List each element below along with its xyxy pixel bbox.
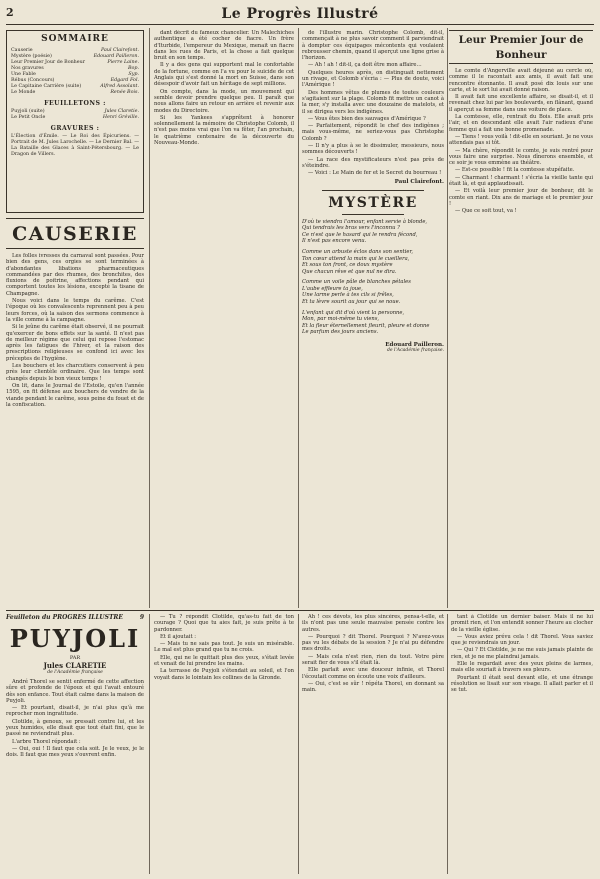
- paragraph: — Charmant ! charmant ! s'écria la vieille tante qui était là, et qui applaudissait.: [449, 174, 593, 188]
- paragraph: de l'illustre marin. Christophe Colomb, dit-il, commençait à ne plus savoir comment il parviendrait à dompter ces équipages mécontents qui voulaient rebrousser chemin, quand il aperçut une ligne grise à l'horizon.: [302, 30, 444, 62]
- feuilleton-par: PAR: [69, 655, 81, 661]
- paragraph: Si le jeûne du carême était observé, il ne pourrait qu'exercer de bons effets sur la santé. Il n'est pas de meilleur régime que celui qui repose l'estomac après les fatigues de l'hiver, et la raison des prescriptions religieuses se confond ici avec les préceptes de l'hygiène.: [6, 324, 144, 362]
- paragraph: On compte, dans la mode, un mouvement qui semble devoir prendre quelque peu. Il paraît que nous allons faire un retour en arrière et revenir aux modes du Directoire.: [154, 88, 294, 114]
- paragraph: Ah ! ces dévots, les plus sincères, pensa-t-elle, et ils n'ont pas une seule mauvaise pensée contre les autres.: [302, 614, 444, 633]
- sommaire-row-title: Rébus (Concours): [11, 78, 55, 83]
- causerie-text: [6, 253, 144, 408]
- mystere-poem: [302, 219, 444, 341]
- sommaire-list: [11, 48, 139, 96]
- sommaire-row-title: Mystère (poésie): [11, 54, 52, 59]
- paragraph: Des hommes vêtus de plumes de toutes couleurs s'agitaient sur la plage. Colomb fit mettre un canot à la mer, s'y installa avec une douzaine de matelots, et il se dirigea vers les indigènes.: [302, 89, 444, 115]
- paragraph: — Mais cela n'est rien, rien du tout. Votre père serait fier de vous s'il était là.: [302, 653, 444, 667]
- causerie-title: CAUSERIE: [12, 223, 138, 245]
- feuilleton-text-col-2: [154, 614, 294, 681]
- paragraph: — Et voilà leur premier jour de bonheur, dit le comte en riant. Dix ans de mariage et le premier jour !: [449, 188, 593, 207]
- colomb-column: [302, 30, 444, 606]
- sommaire-row-title: Le Petit Oncle: [11, 115, 46, 120]
- paragraph: Elle le regardait avec des yeux pleins de larmes, mais elle souriait à travers ses pleurs.: [451, 661, 593, 674]
- paragraph: tant à Clotilde un dernier baiser. Mais il ne lui promit rien, et l'on entendit sonner l'heure au clocher de la vieille église.: [451, 614, 593, 633]
- poem-line: L'enfant qui dit d'où vient la personne,: [302, 309, 405, 316]
- poem-line: L'aube effleure ta joue,: [302, 285, 363, 292]
- sommaire-row-title: Le Monde: [11, 90, 36, 95]
- sommaire-row: [11, 115, 139, 121]
- paragraph: — Il n'y a plus à se le dissimuler, messieurs, nous sommes découverts !: [302, 143, 444, 156]
- paragraph: L'arbre Thorel répondait :: [12, 738, 81, 745]
- paragraph: — Qui ? Et Clotilde, je ne me suis jamais plainte de rien, et je ne me plaindrai jamais.: [451, 647, 593, 660]
- feuilleton-text-col-4: [451, 614, 593, 694]
- paragraph: — Pourquoi ? dit Thorel. Pourquoi ? N'avez-vous pas vu les débats de la session ? Je n'ai pu défendre mes droits.: [302, 633, 444, 653]
- paragraph: — Vous aviez prévu cela ! dit Thorel. Vous saviez que je reviendrais un jour.: [451, 633, 593, 647]
- paragraph: Clotilde, à genoux, se pressait contre lui, et les yeux humides, elle disait que tout était fini, que le passé ne reviendrait plus.: [6, 718, 144, 738]
- sommaire-row-author: Jules Claretie.: [104, 109, 139, 114]
- poem-line: Et sous ton front, ce doux mystère: [302, 262, 393, 269]
- mid-column: [154, 30, 294, 606]
- feuilleton-col-3: [302, 614, 444, 874]
- paragraph: On lit, dans le Journal de l'Estoile, qu'en l'année 1595, on fit défense aux bouchers de vendre de la viande pendant le carême, sous peine du fouet et de la confiscation.: [6, 382, 144, 408]
- paragraph: — La race des mystificateurs n'est pas près de s'éteindre.: [302, 156, 444, 169]
- sommaire-row-title: Leur Premier Jour de Bonheur: [11, 60, 85, 65]
- page-number: 2: [6, 6, 14, 19]
- sommaire-row-author: Edouard Pailleron.: [93, 54, 139, 59]
- sommaire-row-author: Alfred Assolant.: [100, 84, 139, 89]
- sommaire-row-title: Le Capitaine Carrière (suite): [11, 84, 82, 89]
- page-header: [6, 6, 594, 25]
- paragraph: Les bouchers et les charcutiers conservent à peu près leur clientèle ordinaire. Que les temps sont changés depuis le bon vieux temps !: [6, 363, 144, 382]
- poem-line: Ton cœur attend la main qui le cueillera,: [302, 255, 410, 262]
- sommaire-row-author: Paul Clairefont.: [101, 48, 139, 53]
- paragraph: Elle, qui ne le quittait plus des yeux, s'était levée et venait de lui prendre les mains.: [154, 654, 294, 668]
- paragraph: — Oui, c'est se sûr ! répéta Thorel, en donnant sa main.: [302, 680, 444, 694]
- paragraph: La comtesse, elle, rentrait du Bois. Elle avait pris l'air, et en descendant elle avait l'air radieux d'une femme qui a fait une bonne promenade.: [449, 114, 593, 133]
- paragraph: La terrasse de Puyjoli s'étendait au soleil, et l'on voyait dans le lointain les collines de la Gironde.: [154, 668, 294, 681]
- paragraph: — Voici : Le Main de fer et le Secret du bourreau !: [308, 170, 442, 177]
- feuilleton-number: 9: [139, 614, 144, 621]
- paragraph: — Tiens ! vous voilà ! dit-elle en souriant. Je ne vous attendais pas si tôt.: [449, 133, 593, 147]
- sommaire-row-title: Une Fable: [11, 72, 36, 77]
- gravures-text: L'Élection d'Émile. — Le Roi des Épicuriens. — Portrait de M. Jules Larochelle. — Le Dernier Bal. — La Bataille des Glaces à Saint-Pétersbourg. — Le Dragon de Villers.: [11, 134, 139, 157]
- poem-line: Comme un arbuste éclos dans son sentier,: [302, 248, 414, 255]
- poem-line: D'où te viendra l'amour, enfant servie à blonde,: [302, 218, 428, 225]
- paragraph: Il avait fait une excellente affaire, se disait-il, et il revenait chez lui par les boulevards, en flânant, quand il aperçut sa femme dans une voiture de place.: [449, 94, 593, 113]
- sommaire-row-title: Nos gravures: [11, 66, 44, 71]
- paragraph: Les folles ivresses du carnaval sont passées. Pour bien des gens, ces orgies se sont terminées à d'abondantes libations pharmaceutiques commandées par des rhumes, des bronchites, des fluxions de poitrine, affections pendant qui comportent toutes les lésions, excepté la tisane de Champagne.: [6, 253, 144, 297]
- bonheur-column: [449, 68, 593, 606]
- paragraph: dant décrit du fameux chancelier. Un Malechiches authentique a été cocher de fiacre. Un frère d'Iturbide, l'empereur du Mexique, menait un fiacre dans les rues de Paris, et la chose a fait quelque bruit en son temps.: [154, 30, 294, 62]
- paragraph: Quelques heures après, on distinguait nettement un rivage, et Colomb s'écria : — Plus de doute, voici l'Amérique !: [302, 69, 444, 89]
- paragraph: — Est-ce possible ! fit la comtesse stupéfaite.: [455, 167, 575, 174]
- feuilleton-text-col-1: [6, 679, 144, 759]
- mystere-title: MYSTÈRE: [328, 194, 418, 211]
- causerie-column: [6, 218, 144, 606]
- paragraph: — Parfaitement, répondit le chef des indigènes ; mais vous-même, ne seriez-vous pas Christophe Colomb ?: [302, 123, 444, 142]
- poem-line: Et ta lèvre sourit au jour qui se noue.: [302, 299, 401, 306]
- causerie-signature: Paul Clairefont.: [394, 178, 444, 185]
- feuilleton-text-col-3: [302, 614, 444, 694]
- paragraph: Si les Yankees s'apprêtent à honorer solennellement la mémoire de Christophe Colomb, il n'est pas moins vrai que l'on va fêter, l'an prochain, le quatrième centenaire de la découverte du Nouveau-Monde.: [154, 114, 294, 147]
- paragraph: Et il ajoutait :: [160, 633, 196, 640]
- feuilleton-author-sub: de l'Académie française: [47, 670, 103, 675]
- sommaire-row: [11, 90, 139, 96]
- sommaire-row-title: Causerie: [11, 48, 33, 53]
- sommaire-row-author: Pierre Laine.: [107, 60, 139, 65]
- paragraph: — Vous êtes bien des sauvages d'Amérique ?: [308, 115, 426, 122]
- paragraph: Elle parlait avec une douceur infinie, et Thorel l'écoutait comme on écoute une voix d'ailleurs.: [302, 667, 444, 680]
- poem-line: Qui tendrais les bras vers l'inconnu ?: [302, 225, 400, 232]
- masthead: Le Progrès Illustré: [221, 6, 379, 22]
- poem-line: Ce n'est que le hasard qui le rendra fécond,: [302, 231, 418, 238]
- feuilletons-title: FEUILLETONS :: [44, 100, 106, 107]
- mystere-signature-sub: de l'Académie française.: [386, 348, 444, 354]
- paragraph: Nous voici dans le temps du carême. C'est l'époque où les convalescents reprennent peu à peu leurs forces, où la saison des sermons commence à la ville comme à la campagne.: [6, 298, 144, 323]
- paragraph: Il y a des gens qui supportent mal le confortable de la fortune, comme on l'a vu pour le suicide de cet Anglais qui s'est donné la mort en Suisse, dans son désespoir d'avoir fait un héritage de sept millions.: [154, 62, 294, 88]
- mystere-signature: Edouard Pailleron.: [385, 342, 444, 349]
- feuilleton-head-column: [6, 614, 144, 874]
- sommaire-row-title: Puyjoli (suite): [11, 109, 45, 114]
- paragraph: — Oui, oui ! Il faut que cela soit. Je le veux, je le dois. Il faut que mes yeux s'ouvrent enfin.: [6, 745, 144, 759]
- feuilletons-list: [11, 109, 139, 121]
- sommaire-box: [6, 30, 144, 213]
- poem-line: Comme un voile pâle de blanches pétales: [302, 279, 411, 286]
- poem-line: Que chacun rêve et que nul ne dira.: [302, 268, 397, 275]
- paragraph: Le comte d'Angerville avait déjeuné au cercle où, comme il le racontait aux amis, il avait fait une rencontre étonnante. Il avait posé dix louis sur une carte, et le sort lui avait donné raison.: [449, 68, 593, 93]
- paragraph: André Thorel se sentit enfermé de cette affection sûre et profonde de l'époux et qui l'avait entouré dès son enfance. Tout était calme dans la maison de Puyjoli.: [6, 679, 144, 704]
- feuilleton-col-4: [451, 614, 593, 874]
- mid-column-text: [154, 30, 294, 146]
- feuilleton-author: Jules CLARETIE: [43, 661, 107, 670]
- paragraph: — Ah ! ah ! dit-il, ça doit être mon affaire…: [308, 62, 422, 69]
- paragraph: Pourtant il était seul devant elle, et une étrange résolution se lisait sur son visage. Il allait parler et il se tut.: [451, 674, 593, 694]
- poem-line: Le parfum des jours anciens.: [302, 329, 379, 336]
- feuilleton-label: Feuilleton du PROGRÈS ILLUSTRÉ: [6, 614, 123, 621]
- colomb-text: [302, 30, 444, 177]
- paragraph: — Que ce soit tout, va !: [455, 208, 517, 215]
- sommaire-row-author: Syp.: [128, 72, 139, 77]
- gravures-title: GRAVURES :: [50, 125, 100, 132]
- poem-line: Une larme perle à tes cils si frêles,: [302, 292, 394, 299]
- paragraph: — Mais tu ne sais pas tout. Je suis un misérable. Le mal est plus grand que tu ne crois.: [154, 641, 294, 654]
- sommaire-row-author: Bop.: [127, 66, 139, 71]
- sommaire-row-author: Henri Gréville.: [102, 115, 139, 120]
- poem-line: Mon, par moi-même tu viens,: [302, 316, 380, 323]
- bonheur-text: [449, 68, 593, 215]
- feuilleton-title: PUYJOLI: [9, 624, 141, 653]
- sommaire-title: SOMMAIRE: [41, 34, 109, 44]
- paragraph: — Ma chère, répondit le comte, je suis rentré pour vous faire une surprise. Nous dînerons ensemble, et ce soir je vous emmène au théâtre.: [449, 147, 593, 167]
- paragraph: — Tu ? répondit Clotilde, qu'as-tu fait de ton courage ? Quoi que tu aies fait, je suis prête à te pardonner.: [154, 614, 294, 633]
- sommaire-row-author: Edgard Fol.: [110, 78, 139, 83]
- paragraph: — Et pourtant, disait-il, je n'ai plus qu'à me reprocher mon ingratitude.: [6, 705, 144, 718]
- poem-line: Et la fleur éternellement fleurit, pleure et donne: [302, 322, 430, 329]
- sommaire-row-author: Renée Bois.: [110, 90, 139, 95]
- poem-line: Il n'est pas encore venu.: [302, 238, 367, 245]
- feuilleton-col-2: [154, 614, 294, 874]
- bonheur-title: Leur Premier Jour de Bonheur: [449, 30, 593, 64]
